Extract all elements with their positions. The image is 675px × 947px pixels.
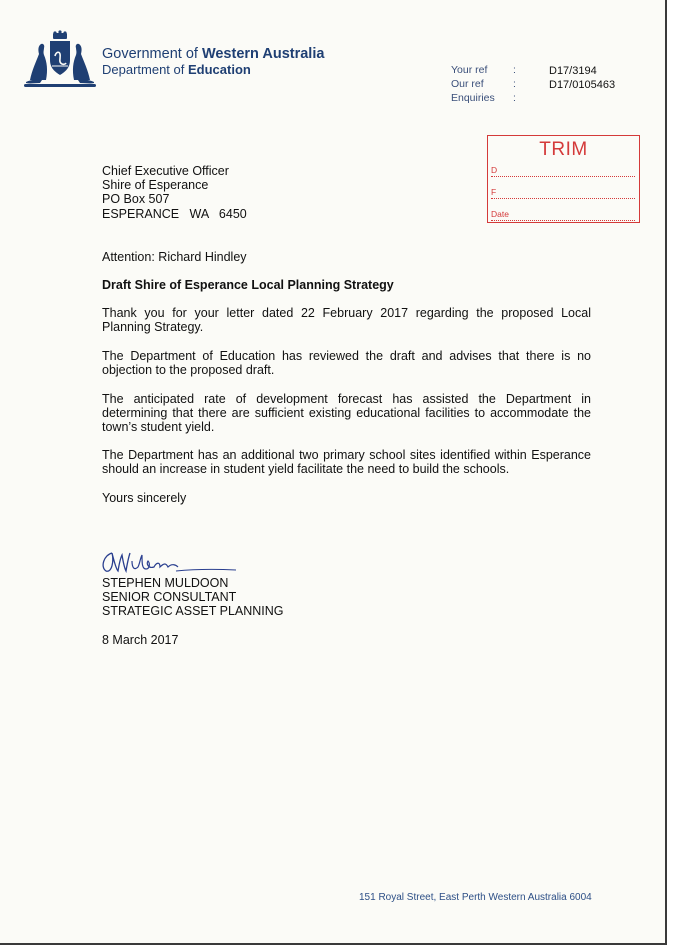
department-name: Department of Education <box>102 62 251 77</box>
signer-name: STEPHEN MULDOON <box>102 576 229 590</box>
paragraph-4: The Department has an additional two primary school sites identified within Esperance should an increase in student yield facilitate the need to build the schools. <box>102 448 591 477</box>
signer-title: SENIOR CONSULTANT <box>102 590 237 605</box>
closing-salutation: Yours sincerely <box>102 491 187 505</box>
paragraph-3: The anticipated rate of development forecast has assisted the Department in determining that there are sufficient existing educational facilities to accommodate the town’s student yield. <box>102 392 591 435</box>
signatory-block <box>102 576 284 619</box>
reference-block <box>451 64 641 106</box>
our-ref-value: D17/0105463 <box>549 79 616 91</box>
trim-field-d: D <box>491 162 635 177</box>
ref-row-your-ref: Your ref : D17/3194 <box>451 64 597 77</box>
paragraph-1: Thank you for your letter dated 22 February 2017 regarding the proposed Local Planning Strategy. <box>102 306 591 335</box>
ref-row-our-ref: Our ref : D17/0105463 <box>451 78 616 91</box>
trim-stamp-title: TRIM <box>539 139 588 160</box>
your-ref-value: D17/3194 <box>549 65 597 77</box>
attention-line: Attention: Richard Hindley <box>102 250 247 264</box>
government-name: Government of Western Australia <box>102 46 325 62</box>
trim-field-date: Date <box>491 206 635 221</box>
letter-subject: Draft Shire of Esperance Local Planning Strategy <box>102 278 394 292</box>
recipient-address: Chief Executive Officer Shire of Esperance PO Box 507 ESPERANCE WA 6450 <box>102 164 247 221</box>
letter-date: 8 March 2017 <box>102 633 179 647</box>
footer-address: 151 Royal Street, East Perth Western Australia 6004 <box>359 892 592 903</box>
coat-of-arms-logo <box>22 30 98 90</box>
paragraph-2: The Department of Education has reviewed the draft and advises that there is no objection to the proposed draft. <box>102 349 591 378</box>
handwritten-signature <box>98 541 238 579</box>
trim-field-f: F <box>491 184 635 199</box>
signer-unit: STRATEGIC ASSET PLANNING <box>102 604 284 619</box>
trim-stamp <box>487 135 640 223</box>
ref-row-enquiries: Enquiries : <box>451 92 516 104</box>
